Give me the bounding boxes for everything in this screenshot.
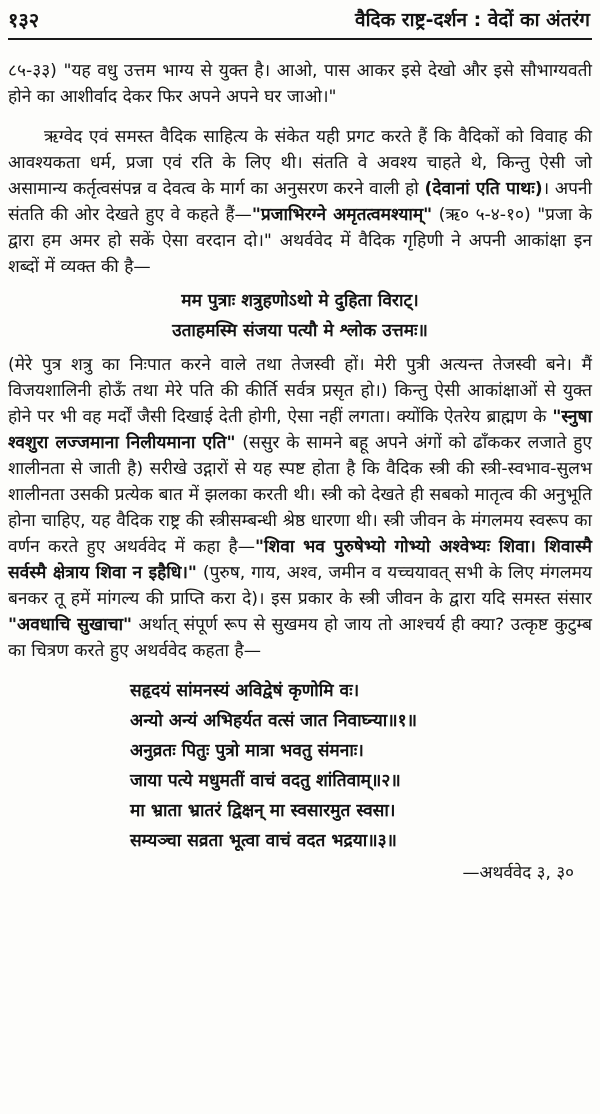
verse-line-2: उताहमस्मि संजया पत्यौ मे श्लोक उत्तमः॥ [172,321,428,341]
verse-line-1: मम पुत्राः शत्रुहणोऽथो मे दुहिता विराट्। [181,291,419,311]
paragraph-3 [8,352,592,664]
sanskrit-quote-prajabhir: "प्रजाभिरग्ने अमृतत्वमश्याम्" [251,205,433,225]
mantra-line-5: मा भ्राता भ्रातरं द्विक्षन् मा स्वसारमुत स्वसा। [130,801,396,821]
paragraph-3-text-b: (ससुर के सामने बहू अपने अंगों को ढाँककर लजाते हुए शालीनता से जाती है) सरीखे उद्गारों से यह स्पष्ट होता है कि वैदिक स्त्री की स्त्री-स्वभाव-सुलभ शालीनता उसकी प्रत्येक बात में झलका करती थी। स्त्री को देखते ही सबको मातृत्व की अनुभूति होना चाहिए, यह वैदिक राष्ट्र की स्त्रीसम्बन्धी श्रेष्ठ धारणा थी। स्त्री जीवन के मंगलमय स्वरूप का वर्णन करते हुए अथर्ववेद में कहा है— [8,433,592,557]
mantra-line-4: जाया पत्ये मधुमतीं वाचं वदतु शांतिवाम्॥२॥ [130,771,401,791]
paragraph-2-text-a: ऋग्वेद एवं समस्त वैदिक साहित्य के संकेत यही प्रगट करते हैं कि वैदिकों को विवाह की आवश्यकता धर्म, प्रजा एवं रति के लिए थी। संतति वे अवश्य चाहते थे, किन्तु ऐसी जो असामान्य कर्तृत्वसंपन्न व देवत्व के मार्ग का अनुसरण करने वाली हो [8,127,592,199]
mantra-line-1: सहृदयं सांमनस्यं अविद्वेषं कृणोमि वः। [130,681,360,701]
mantra-line-6: सम्यञ्चा सव्रता भूत्वा वाचं वदत भद्रया॥३॥ [130,831,397,851]
mantra-line-2: अन्यो अन्यं अभिहर्यत वत्सं जात निवाघ्न्या॥१॥ [130,711,417,731]
paragraph-3-text-a: (मेरे पुत्र शत्रु का निःपात करने वाले तथा तेजस्वी हों। मेरी पुत्री अत्यन्त तेजस्वी बने। मैं विजयशालिनी होऊँ तथा मेरे पति की कीर्ति सर्वत्र प्रसृत हो।) किन्तु ऐसी आकांक्षाओं से युक्त होने पर भी वह मर्दों जैसी दिखाई देती होगी, ऐसा नहीं लगता। क्योंकि ऐतरेय ब्राह्मण के [8,355,592,427]
running-title: वैदिक राष्ट्र-दर्शन : वेदों का अंतरंग [355,9,590,31]
sanskrit-quote-avadhachi: "अवधाचि सुखाचा" [8,615,133,635]
mantra-block [130,676,592,856]
paragraph-2 [8,124,592,280]
sanskrit-quote-shiva: "शिवा भव पुरुषेभ्यो गोभ्यो अश्वेभ्यः शिवा। शिवास्मै सर्वस्मै क्षेत्राय शिवा न इहैधि।" [8,537,593,583]
mantra-line-3: अनुव्रतः पितुः पुत्रो मात्रा भवतु संमनाः। [130,741,364,761]
mantra-source: —अथर्ववेद ३, ३० [462,863,574,883]
paragraph-1 [8,58,592,110]
paragraph-3-text-c: (पुरुष, गाय, अश्व, जमीन व यच्चयावत् सभी के लिए मंगलमय बनकर तू हमें मांगल्य की प्राप्ति करा दे)। इस प्रकार के स्त्री जीवन के द्वारा यदि समस्त संसार [8,563,592,609]
paragraph-2-text-b: । अपनी संतति की ओर देखते हुए वे कहते हैं— [8,179,592,225]
paragraph-3-text-d: अर्थात् संपूर्ण रूप से सुखमय हो जाय तो आश्चर्य ही क्या? उत्कृष्ट कुटुम्ब का चित्रण करते हुए अथर्ववेद कहता है— [8,615,592,661]
page-body [8,58,592,886]
page-header [0,2,600,36]
page-number: १३२ [8,8,40,32]
sanskrit-quote-snusha: "स्नुषा श्वशुरा लज्जमाना निलीयमाना एति" [8,407,592,453]
paragraph-2-text-c: (ऋ० ५-४-१०) "प्रजा के द्वारा हम अमर हो सकें ऐसा वरदान दो।" अथर्ववेद में वैदिक गृहिणी ने अपनी आकांक्षा इन शब्दों में व्यक्त की है— [8,205,592,277]
sanskrit-quote-devanam: (देवानां एति पाथः) [424,179,543,199]
verse-reference: ८५-३३) [8,61,57,81]
paragraph-1-text: "यह वधु उत्तम भाग्य से युक्त है। आओ, पास आकर इसे देखो और इसे सौभाग्यवती होने का आशीर्वाद देकर फिर अपने अपने घर जाओ।" [8,61,592,107]
verse-block [8,286,592,346]
header-rule [8,38,592,40]
